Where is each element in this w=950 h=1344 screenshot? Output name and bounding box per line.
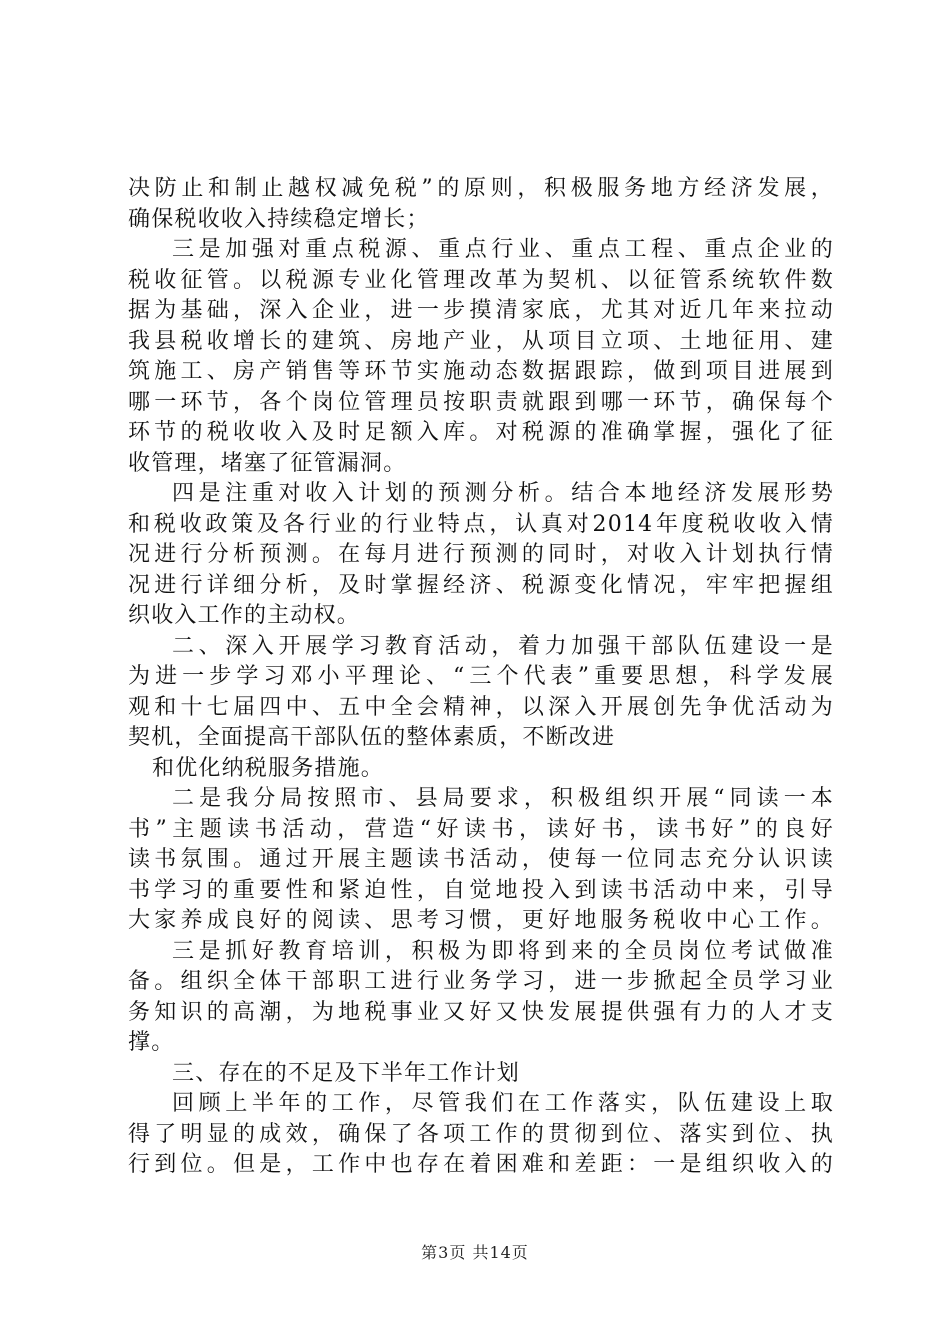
- text-line: 撑。: [128, 1030, 175, 1055]
- paragraph-first-line: 二、深入开展学习教育活动，着力加强干部队伍建设一是: [172, 633, 834, 659]
- text-line: 税收征管。以税源专业化管理改革为契机、以征管系统软件数: [128, 267, 834, 293]
- text-line: 得了明显的成效，确保了各项工作的贯彻到位、落实到位、执: [128, 1121, 834, 1147]
- text-line: 务知识的高潮，为地税事业又好又快发展提供强有力的人才支: [128, 999, 834, 1025]
- text-line: 环节的税收收入及时足额入库。对税源的准确掌握，强化了征: [128, 420, 834, 445]
- text-line: 读书氛围。通过开展主题读书活动，使每一位同志充分认识读: [128, 847, 834, 872]
- text-line: 为进一步学习邓小平理论、“三个代表”重要思想，科学发展: [128, 664, 834, 689]
- text-line: 观和十七届四中、五中全会精神，以深入开展创先争优活动为: [128, 694, 834, 720]
- text-line: 我县税收增长的建筑、房地产业，从项目立项、土地征用、建: [128, 328, 834, 354]
- text-line: 织收入工作的主动权。: [128, 603, 361, 628]
- text-line: 哪一环节，各个岗位管理员按职责就跟到哪一环节，确保每个: [128, 389, 834, 415]
- text-line: 决防止和制止越权减免税”的原则，积极服务地方经济发展，: [128, 176, 834, 201]
- text-line: 和税收政策及各行业的行业特点，认真对2014年度税收收入情: [128, 511, 834, 537]
- text-line: 书学习的重要性和紧迫性，自觉地投入到读书活动中来，引导: [128, 877, 834, 903]
- text-line: 书”主题读书活动，营造“好读书，读好书，读书好”的良好: [128, 816, 834, 842]
- text-line: 大家养成良好的阅读、思考习惯，更好地服务税收中心工作。: [128, 908, 834, 933]
- paragraph-first-line: 四是注重对收入计划的预测分析。结合本地经济发展形势: [172, 481, 834, 506]
- paragraph-first-line: 回顾上半年的工作，尽管我们在工作落实，队伍建设上取: [172, 1091, 834, 1116]
- text-line: 确保税收收入持续稳定增长；: [128, 206, 430, 232]
- paragraph-first-line: 和优化纳税服务措施。: [152, 755, 385, 781]
- text-line: 据为基础，深入企业，进一步摸清家底，尤其对近几年来拉动: [128, 298, 834, 323]
- text-line: 筑施工、房产销售等环节实施动态数据跟踪，做到项目进展到: [128, 359, 834, 384]
- text-line: 况进行详细分析，及时掌握经济、税源变化情况，牢牢把握组: [128, 572, 834, 598]
- paragraph-first-line: 三是抓好教育培训，积极为即将到来的全员岗位考试做准: [172, 938, 834, 964]
- text-line: 收管理，堵塞了征管漏洞。: [128, 450, 407, 476]
- page-number-footer: 第3页 共14页: [421, 1243, 529, 1262]
- paragraph-first-line: 三是加强对重点税源、重点行业、重点工程、重点企业的: [172, 237, 834, 262]
- document-body: [128, 174, 834, 1181]
- text-line: 契机，全面提高干部队伍的整体素质，不断改进: [128, 725, 616, 750]
- text-line: 行到位。但是，工作中也存在着困难和差距：一是组织收入的: [128, 1152, 834, 1177]
- paragraph-first-line: 二是我分局按照市、县局要求，积极组织开展“同读一本: [172, 786, 834, 811]
- text-line: 备。组织全体干部职工进行业务学习，进一步掀起全员学习业: [128, 969, 834, 994]
- text-line: 况进行分析预测。在每月进行预测的同时，对收入计划执行情: [128, 542, 834, 567]
- section-heading: 三、存在的不足及下半年工作计划: [172, 1060, 521, 1086]
